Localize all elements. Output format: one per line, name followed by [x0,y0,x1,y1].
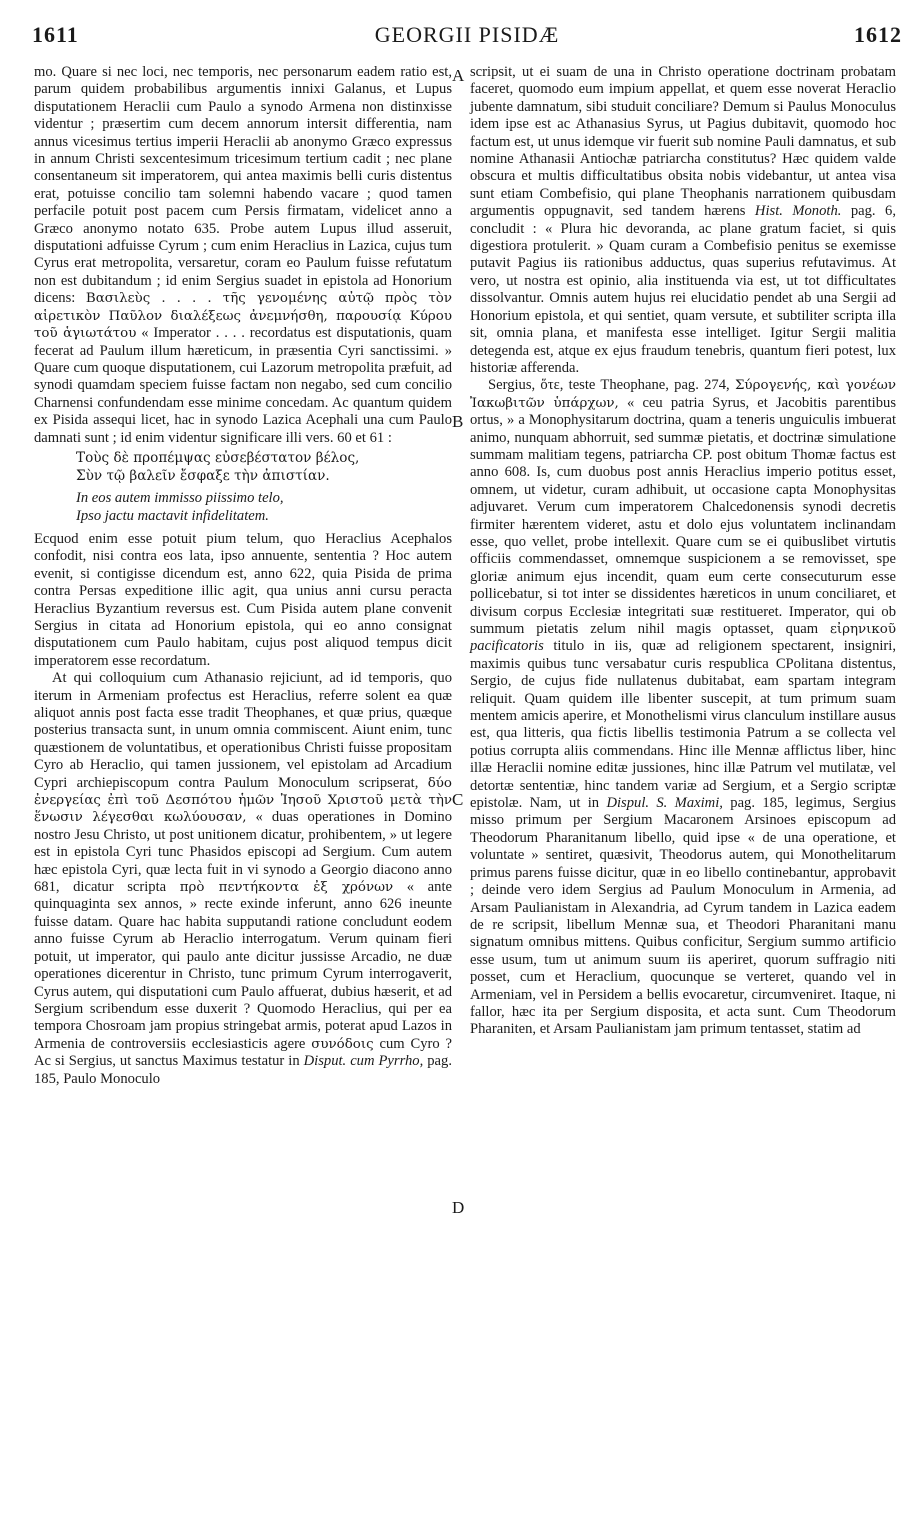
verse-line: In eos autem immisso piissimo telo, [76,489,284,506]
text-run: Sergius, ὅτε, teste Theophane, pag. 274, [488,377,730,394]
greek-verse [76,449,452,485]
italic-citation: Disput. cum Pyrrho, [303,1053,424,1070]
text-run: scripsit, ut ei suam de una in Christo operatione doctrinam probatam faceret, quomodo eum impium appellat, et quem esse noverat Heraclio jubente damnatum, sibi studuit conciliare? Demum si Paulus Monoculus idem ipse est ac Athanasius Syrus, ut Pagius dubitavit, quomodo hoc factum est, ut unus idemque vir fuerit sub nomine Pauli damnatus, et sub nomine Athanasii Antiochæ patriarcha constitutus? Hæc quidem valde obscura et multis difficultatibus obsita nobis videbantur, ut antea visa sunt etiam Combefisio, qui plane Theophanis narrationem quibusdam argumentis oppugnavit, sed tandem hærens [470,64,896,220]
verse-line: Ipso jactu mactavit infidelitatem. [76,507,269,524]
paragraph [470,64,896,377]
text-run: « ante quinquaginta sex annos, » recte exinde inferunt, anno 626 ineunte fuisse datam. Quare hac habita supputandi ratione concludunt eodem anno fuisse Cyrum ab Heraclio interrogatum. Verum quinam fieri potuit, ut imperator, qui paulo ante dicitur jussisse Arcadio, ne duæ operationes dicerentur in Christo, tunc primum Cyrum interrogaverit, Cyrus autem, qui disputationi cum Paulo affuerat, dubius hæserit, et ad Sergium scribendum esse duxerit ? Quomodo Heraclius, qui per ea tempora Chosroam jam propius stringebat armis, poterat apud Lazos in Armenia de controversiis ecclesiasticis agere [34,879,452,1052]
paragraph [470,377,896,1038]
text-run: pag. 6, concludit : « Plura hic devoranda, ac plane gratum faciet, si quis digestiora protulerit. » Quam curam a Combefisio penitus se exemisse putavit Pagius iis rationibus adductus, quas superius refutavimus. At vero, ut nostra est opinio, alia instituenda via est, ut tot difficultates dissolvantur. Omnis autem hujus rei elucidatio pendet ab una Sergii ad Honorium epistola, et qui sentiet, quam versute, et subtiliter scripta illa sit, omnia plana, et manifesta esse intelliget. Igitur Sergii malitia detegenda est, atque ex ejus fraudum tenebris, quantum fieri potest, lux historiæ afferenda. [470,203,896,376]
text-run: pag. 185, Paulo Monoculo [34,1053,452,1087]
text-run: pag. 185, legimus, Sergius misso primum per Sergium Macaronem Arsinoes episcopum ad Theodorum Pharanitanum libello, quid ipse « de una operatione, et voluntate » sentiret, quæsivit, Theodorus autem, qui Monothelitarum primus parens fuisse dicitur, quæ in eo libello continebantur, approbavit ; deinde vero idem Sergius ad Paulum Monoculum in Armenia, ad Arsam Paulianistam in Alexandria, ad Cyrum tandem in Lazica eadem de re scripsit, libellum Mennæ sua, et Theodori Pharanitani manu signatum omnibus mittens. Quibus conficitur, Sergium summo artificio esse usum, tum ut animum suum iis aperiret, quorum suffragio niti posset, cum et Heraclium, quocunque se verteret, quando vel in Armeniam, vel in Persidem a bellis evocaretur, circumveniret. Itaque, ni fallor, hæc ita per Sergium disposita, et acta sunt. Cum Theodorum Pharaniten, et Arsam Paulianistam jam primum tentasset, statim ad [470,795,896,1038]
italic-term: pacificatoris [470,638,544,655]
verse-line: Σὺν τῷ βαλεῖν ἔσφαξε τὴν ἀπιστίαν. [76,467,330,484]
running-title: GEORGII PISIDÆ [374,22,560,47]
margin-marker-b: B [452,412,464,431]
left-column [34,64,452,1088]
greek-quote: πρὸ πεντήκοντα ἐξ χρόνων [179,880,394,896]
text-run: « duas operationes in Domino nostro Jesu Christo, ut post unitionem dicatur, prohibentem, » ut legere est in epistola Cyri tunc Phasidos episcopi ad Sergium. Cum autem hæc epistola Cyri, quæ lecta fuit in vi synodo a Georgio diacono anno 681, dicatur scripta [34,809,452,896]
margin-marker-c: C [452,790,464,809]
page-header [32,22,902,52]
latin-verse [76,489,452,525]
page-number-left: 1611 [32,22,79,47]
paragraph [34,64,452,447]
verse-line: Τοὺς δὲ προπέμψας εὐσεβέστατον βέλος, [76,449,360,466]
page-number-right: 1612 [854,22,902,47]
text-run: « Imperator . . . . recordatus est disputationis, quam fecerat ad Paulum illum hæreticum, in præsentia Cyri sanctissimi. » Quare cum quoque disputationem, cui Lazorum metropolita præfuit, ad synodi quamdam speciem fuisse factam non negabo, sed cum concilio Charnensi confundendam esse minime concedam. Ac quantum quidem ex Pisida assequi licet, hac in synodo Lazica Acephali una cum Paulo damnati sunt ; id enim videntur significare illi vers. 60 et 61 : [34,325,452,446]
text-run: mo. Quare si nec loci, nec temporis, nec personarum eadem ratio est, parum quidem probabilibus argumentis innixi Galanus, et Lupus disputationem Heraclii cum Paulo a synodo Armena non distinxisse videntur ; præsertim cum decem annorum intersit differentia, nam annus vicesimus tertius imperii Heraclii ab anonymo Græco expressus in annum Christi sexcentesimum tricesimum tertium cadit ; nec plane consentaneum sit imperatorem, qui antea maximis belli curis distentus erat, potuisse concilio tam solemni habendo vacare ; quod tamen perfacile potuit post pacem cum Persis firmatam, videlicet anno a Græco anonymo notato 635. Probe autem Lupus illud asseruit, disputationi adfuisse Cyrum ; cum enim Heraclius in Lazica, cujus tum Cyrus erat metropolita, versaretur, coram eo Paulum fuisse refutatum non est dubitandum ; id enim Sergius suadet in epistola ad Honorium dicens: [34,64,452,307]
greek-quote: δύο ἐνεργείας ἐπὶ τοῦ Δεσπότου ἡμῶν Ἰησοῦ Χριστοῦ μετὰ τὴν ἕνωσιν λέγεσθαι κωλύουσαν, [34,775,452,826]
italic-citation: Hist. Monoth. [754,203,842,220]
margin-marker-a: A [452,66,465,85]
greek-quote: συνόδοις [311,1036,374,1052]
right-column [470,64,896,1039]
text-run: titulo in iis, quæ ad religionem spectarent, insigniri, maximis quibus tunc versabatur curis respublica CPolitana distentus, Sergio, de cujus fide nullatenus dubitabat, eam spartam integram reliquit. Quam quidem ille libenter suscepit, at tum primum suam mentem amicis aperire, et Monothelismi virus clanculum instillare ausus est, qua litteris, qua fictis libellis testimonia Patrum a se collecta vel potius corrupta aliis commendans. Hinc ille Mennæ afflictus liber, hinc illæ Heraclii nomine editæ jussiones, hinc illæ Patrum vel mutilatæ, vel detortæ sententiæ, hinc tandem variæ ad Sergium, et a Sergio scriptæ epistolæ. Nam, ut in [470,638,896,812]
text-run: « ceu patria Syrus, et Jacobitis parentibus ortus, » a Monophysitarum doctrina, quam a teneris unguiculis imbuerat animo, nunquam abhorruit, sed summæ pietatis, et doctrinæ simulatione summam malitiam tegens, patriarcha CP. post obitum Thomæ factus est anno 608. Is, cum duobus post annis Heraclius imperio potitus esset, omnem, ut videtur, curam adhibuit, ut occasione capta Monophysitas adjuvaret. Verum cum imperatorem Chalcedonensis synodi decretis firmiter hærentem videret, astu et dolo ejus voluntatem inclinandam esse, quo vellet, probe intellexit. Quare cum se ei quibuslibet virtutis officiis commendasset, omnemque suspicionem a se removisset, spe gloriæ animum ejus incendit, quam eum certe consecuturum esse pollicebatur, si tot inter se dissidentes hæreticos in unum conciliaret, et divisum corpus Ecclesiæ integritati suæ restitueret. Imperator, qui ob summum pietatis zelum nihil magis optasset, quam [470,394,897,637]
paragraph [34,670,452,1088]
greek-quote: εἰρηνικοῦ [829,622,896,637]
margin-marker-d: D [452,1198,465,1217]
greek-quote: Σύρογενής, καὶ γονέων Ἰακωβιτῶν ὑπάρχων, [470,378,896,411]
paragraph [34,531,452,670]
greek-quote: Βασιλεὺς . . . . τῆς γενομένης αὐτῷ πρὸς τὸν αἱρετικὸν Παῦλον διαλέξεως ἀνεμνήσθη, παρουσίᾳ Κύρου τοῦ ἁγιωτάτου [34,291,452,342]
text-run: Ecquod enim esse potuit pium telum, quo Heraclius Acephalos confodit, nisi contra eos lata, ipso annuente, sententia ? Hoc autem evenit, si contigisse dicendum est, anno 622, quia Pisida de prima contra Persas expeditione illic agit, qua unius anni cursu peracta Heraclius Byzantium reversus est. Cum Pisida autem plane convenit Sergius in citata ad Honorium epistola, qui eo anno consignat disputationem cum Paulo habitam, cujus post aliquod tempus dicit imperatorem esse recordatum. [34,530,452,669]
text-run: cum Cyro ? Ac si Sergius, ut sanctus Maximus testatur in [34,1035,452,1070]
italic-citation: Dispul. S. Maximi, [606,795,723,812]
text-run: At qui colloquium cum Athanasio rejiciunt, ad id temporis, quo iterum in Armeniam profectus est Heraclius, referre solent ea quæ aliquot annis post facta esse tradit Theophanes, et quæ prius, quæque posterius transacta sunt, in unum omnia commiscent. Aiunt enim, tunc quæstionem de voluntatibus, et operationibus Christi fuisse propositam Cyro ab Heraclio, qui tamen jussionem, vel epistolam ad Arcadium Cypri archiepiscopum contra Paulum Monoculum scripserat, [34,670,452,791]
